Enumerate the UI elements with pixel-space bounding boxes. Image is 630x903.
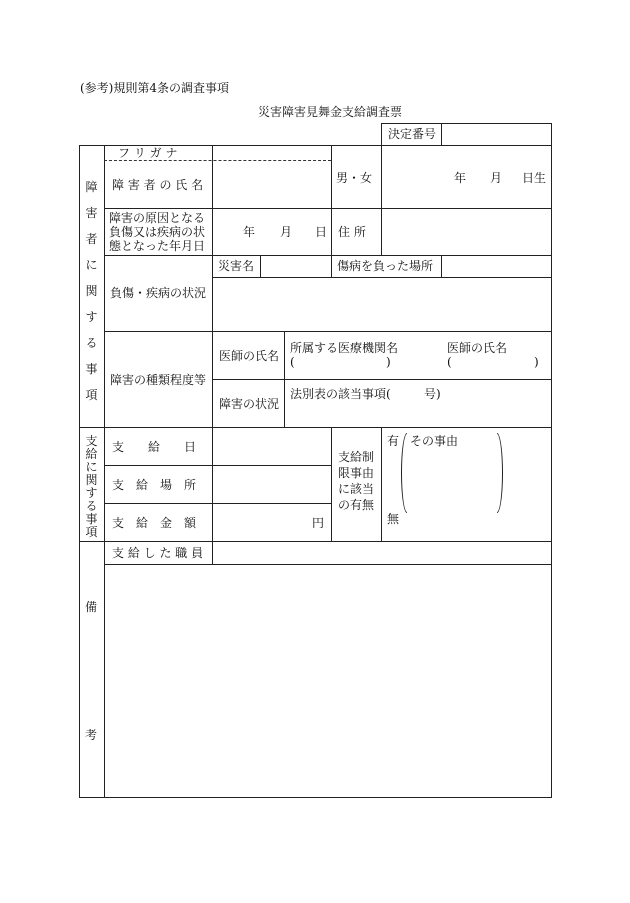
institution-label: 所属する医療機関名 <box>290 341 399 355</box>
cause-label-line3: 態となった年月日 <box>109 239 206 253</box>
disability-state-label: 障害の状況 <box>219 397 280 411</box>
reason-bracket-left <box>401 433 407 513</box>
gender-select[interactable]: 男・女 <box>336 171 373 185</box>
reference-title: (参考)規則第4条の調査事項 <box>80 81 229 95</box>
institution-paren-close: ) <box>386 355 391 369</box>
remarks-input[interactable] <box>105 565 551 797</box>
furigana-label: フ リ ガ ナ <box>118 146 178 160</box>
institution-input[interactable] <box>298 355 383 369</box>
disaster-name-input[interactable] <box>261 256 330 276</box>
restriction-yes-option[interactable]: 有 <box>387 434 400 448</box>
doctor-name-label: 医師の氏名 <box>219 349 280 363</box>
birth-year-label: 年 <box>454 171 467 185</box>
decision-number-label: 決定番号 <box>388 127 437 141</box>
appendix-label: 法別表の該当事項( <box>290 387 391 401</box>
reason-label: その事由 <box>410 434 459 448</box>
restriction-label-2: 限事由 <box>338 466 375 480</box>
pay-amount-input[interactable] <box>213 504 310 540</box>
injury-state-label: 負傷・疾病の状況 <box>110 286 207 300</box>
disability-grade-label: 障害の種類程度等 <box>110 373 207 387</box>
staff-input[interactable] <box>213 542 551 563</box>
restriction-label-3: に該当 <box>338 482 375 496</box>
injury-state-input[interactable] <box>213 278 551 330</box>
pay-place-input[interactable] <box>213 466 330 502</box>
remarks-char-2: 考 <box>85 728 98 742</box>
decision-number-input[interactable] <box>442 124 551 145</box>
injury-place-label: 傷病を負った場所 <box>337 259 434 273</box>
pay-date-input[interactable] <box>213 428 330 464</box>
appendix-suffix: 号) <box>424 387 441 401</box>
doctor-name-right-label: 医師の氏名 <box>447 341 508 355</box>
cause-label-line1: 障害の原因となる <box>109 211 206 225</box>
furigana-input[interactable] <box>213 146 330 159</box>
form-title: 災害障害見舞金支給調査票 <box>257 105 402 119</box>
institution-paren-open: ( <box>290 355 295 369</box>
cause-label-line2: 負傷又は疾病の状 <box>109 225 206 239</box>
reason-input[interactable] <box>409 450 495 508</box>
restriction-label-4: の有無 <box>338 498 375 512</box>
doctor-paren-open: ( <box>447 355 452 369</box>
pay-amount-label: 支 給 金 額 <box>112 516 197 530</box>
address-label: 住 所 <box>338 225 366 239</box>
yen-label: 円 <box>312 516 325 530</box>
cause-day-label: 日 <box>315 225 328 239</box>
staff-label: 支 給 し た 職 員 <box>112 546 204 560</box>
injury-place-input[interactable] <box>442 256 551 276</box>
disaster-name-label: 災害名 <box>218 259 255 273</box>
name-input[interactable] <box>213 161 330 207</box>
cause-month-label: 月 <box>280 225 293 239</box>
pay-date-label: 支 給 日 <box>112 440 197 454</box>
remarks-char-1: 備 <box>85 600 98 614</box>
appendix-number-input[interactable] <box>396 387 422 401</box>
disabled-person-name-label: 障 害 者 の 氏 名 <box>112 178 204 192</box>
pay-place-label: 支 給 場 所 <box>112 478 197 492</box>
birth-day-label: 日生 <box>522 171 547 185</box>
address-input[interactable] <box>382 209 551 254</box>
restriction-label-1: 支給制 <box>338 450 375 464</box>
birth-month-label: 月 <box>490 171 503 185</box>
cause-year-label: 年 <box>243 225 256 239</box>
section2-vertical-title: 支 給 に 関 す る 事 項 <box>85 434 98 539</box>
doctor-name-input[interactable] <box>455 355 531 369</box>
restriction-no-option[interactable]: 無 <box>387 512 400 526</box>
doctor-paren-close: ) <box>534 355 539 369</box>
section1-vertical-title: 障 害 者 に 関 す る 事 項 <box>85 180 98 402</box>
